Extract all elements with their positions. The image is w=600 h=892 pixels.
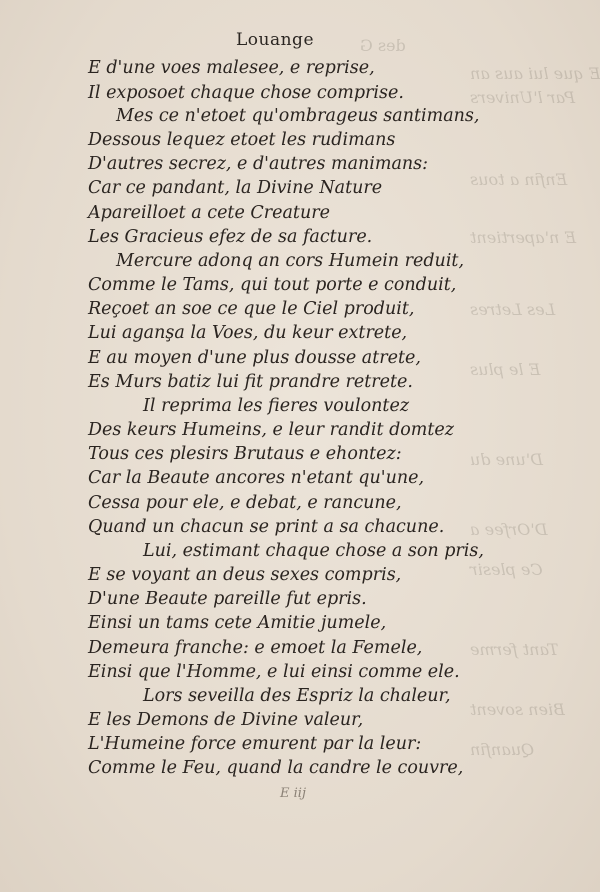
verse-line: E se voyant an deus sexes compris, — [88, 565, 402, 585]
verse-line: Car la Beaute ancores n'etant qu'une, — [88, 468, 425, 488]
verse-line: Lors seveilla des Espriz la chaleur, — [143, 686, 451, 706]
running-header: Louange — [236, 30, 314, 50]
verse-line: Il exposoet chaque chose comprise. — [88, 83, 404, 103]
verse-line: Einsi un tams cete Amitie jumele, — [88, 613, 387, 633]
verse-line: E au moyen d'une plus dousse atrete, — [88, 348, 421, 368]
book-page: des G E que lui aus an Par l'Univers Enfin a tous E n'apertient Les Letres E le plus D'une du D'Orfee a Ce plesir Tant ferme Bien sovent Quanfin Louange E d'une voes malesee, e reprise, Il exposoet chaque chose comprise. Mes ce n'etoet qu'ombrageus santimans, Dessous lequez etoet les rudimans D'autres secrez, e d'autres manimans: Car ce pandant, la Divine Nature Apareilloet a cete Creature Les Gracieus efez de sa facture. Mercure adonq an cors Humein reduit, Comme le Tams, qui tout porte e conduit, Reçoet an soe ce que le Ciel produit, Lui aganşa la Voes, du keur extrete, E au moyen d'une plus dousse atrete, Es Murs batiz lui fit prandre retrete. Il reprima les fieres voulontez Des keurs Humeins, e leur randit domtez Tous ces plesirs Brutaus e ehontez: Car la Beaute ancores n'etant qu'une, Cessa pour ele, e debat, e rancune, Quand un chacun se print a sa chacune. Lui, estimant chaque chose a son pris, E se voyant an deus sexes compris, D'une Beaute pareille fut epris. Einsi un tams cete Amitie jumele, Demeura franche: e emoet la Femele, Einsi que l'Homme, e lui einsi comme ele. Lors seveilla des Espriz la chaleur, E les Demons de Divine valeur, L'Humeine force emurent par la leur: Comme le Feu, quand la candre le couvre, E iij — [0, 0, 600, 892]
verse-line: Dessous lequez etoet les rudimans — [88, 130, 396, 150]
verse-line: Demeura franche: e emoet la Femele, — [88, 638, 423, 658]
verse-line: D'autres secrez, e d'autres manimans: — [88, 154, 429, 174]
verse-line: E les Demons de Divine valeur, — [88, 710, 364, 730]
verse-line: Quand un chacun se print a sa chacune. — [88, 517, 445, 537]
verse-line: L'Humeine force emurent par la leur: — [88, 734, 422, 754]
verse-line: Mercure adonq an cors Humein reduit, — [116, 251, 465, 271]
verse-line: Lui, estimant chaque chose a son pris, — [143, 541, 484, 561]
verse-line: Comme le Feu, quand la candre le couvre, — [88, 758, 464, 778]
verse-line: Mes ce n'etoet qu'ombrageus santimans, — [116, 106, 480, 126]
verse-line: Car ce pandant, la Divine Nature — [88, 178, 383, 198]
verse-line: Reçoet an soe ce que le Ciel produit, — [88, 299, 415, 319]
verse-line: Lui aganşa la Voes, du keur extrete, — [88, 323, 408, 343]
verse-line: Apareilloet a cete Creature — [88, 203, 330, 223]
verse-line: D'une Beaute pareille fut epris. — [88, 589, 367, 609]
verse-line: Cessa pour ele, e debat, e rancune, — [88, 493, 402, 513]
verse-line: E d'une voes malesee, e reprise, — [88, 58, 375, 78]
verse-line: Einsi que l'Homme, e lui einsi comme ele. — [88, 662, 460, 682]
verse-line: Tous ces plesirs Brutaus e ehontez: — [88, 444, 402, 464]
verse-line: Les Gracieus efez de sa facture. — [88, 227, 373, 247]
signature-mark: E iij — [280, 786, 306, 801]
verse-line: Des keurs Humeins, e leur randit domtez — [88, 420, 455, 440]
verse-line: Il reprima les fieres voulontez — [143, 396, 410, 416]
verse-line: Comme le Tams, qui tout porte e conduit, — [88, 275, 457, 295]
verse-line: Es Murs batiz lui fit prandre retrete. — [88, 372, 413, 392]
